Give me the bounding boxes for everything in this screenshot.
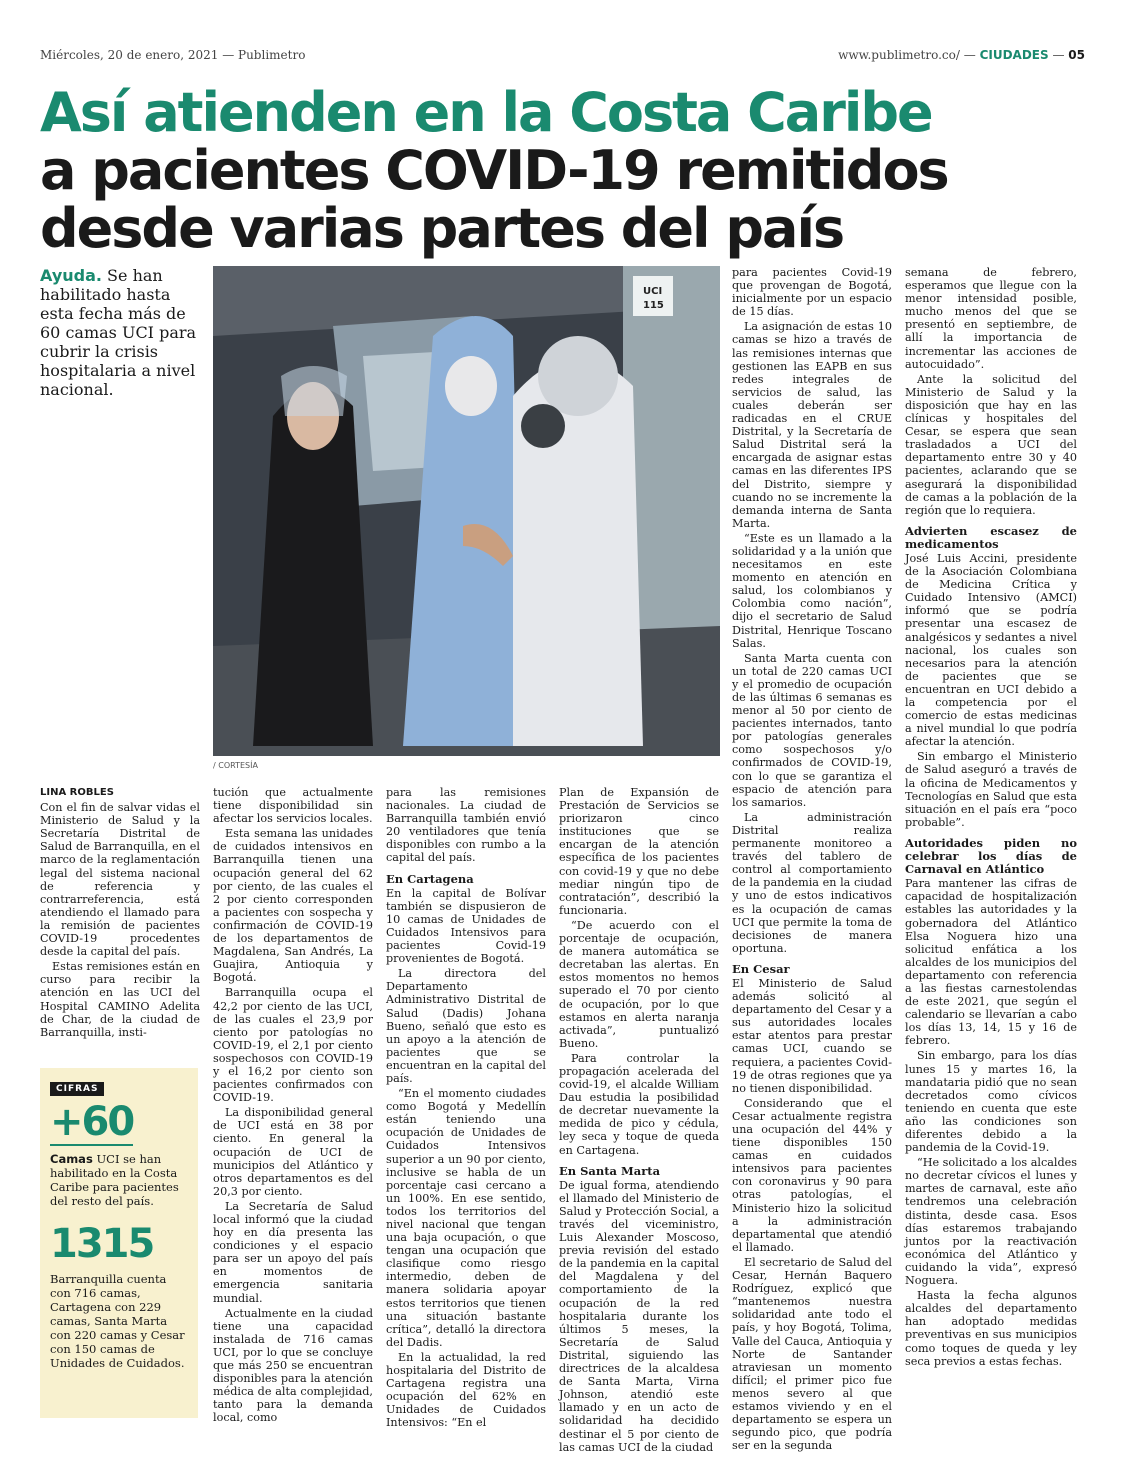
- paragraph: Estas remisiones están en curso para recibir la atención en las UCI del Hospital CAMINO Adelita de Char, de la ciudad de Barranquilla, insti-: [40, 960, 200, 1039]
- subheading-cartagena: En Cartagena: [386, 871, 474, 886]
- paragraph: “En el momento ciudades como Bogotá y Medellín están teniendo una ocupación de Unidades de Cuidados Intensivos superior a un 90 por ciento, inclusive se habla de un porcentaje casi cercano a un 100%. En ese sentido, todos los territorios del nivel nacional que tengan una baja ocupación, o que tengan una ocupación que clasifique como riesgo intermedio, deben de manera solidaria apoyar estos territorios que tienen una situación bastante crítica”, detalló la directora del Dadis.: [386, 1087, 546, 1349]
- headline: [40, 81, 1090, 260]
- lede: [40, 266, 200, 399]
- paragraph: Santa Marta cuenta con un total de 220 camas UCI y el promedio de ocupación de las últimas 6 semanas es menor al 50 por ciento de pacientes internados, tanto por patologías generales como sospechosos y/o confirmados de COVID-19, con lo que se garantiza el espacio de atención para los samarios.: [732, 651, 892, 809]
- site-url[interactable]: www.publimetro.co/ —: [838, 48, 976, 62]
- paragraph: tución que actualmente tiene disponibilidad sin afectar los servicios locales.: [213, 786, 373, 826]
- article-column-1: [40, 786, 200, 1061]
- article-column-3: [386, 786, 546, 1430]
- photo-sign-label: UCI: [643, 286, 663, 297]
- subheading-santa-marta: En Santa Marta: [559, 1163, 661, 1178]
- paragraph: para las remisiones nacionales. La ciudad de Barranquilla también envió 20 ventiladores que tenía disponibles con rumbo a la capital del país.: [386, 786, 546, 865]
- paragraph: En la capital de Bolívar también se dispusieron de 10 camas de Unidades de Cuidados Intensivos para pacientes Covid-19 provenientes de Bogotá.: [386, 886, 546, 966]
- paragraph: Hasta la fecha algunos alcaldes del departamento han adoptado medidas preventivas en sus municipios como toques de queda y ley seca previos a estas fechas.: [905, 1289, 1077, 1368]
- paragraph: Actualmente en la ciudad tiene una capacidad instalada de 716 camas UCI, por lo que se concluye que más 250 se encuentran disponibles para la atención médica de alta complejidad, tanto para la demanda local, como: [213, 1306, 373, 1425]
- page-separator: —: [1048, 48, 1069, 62]
- paragraph: La Secretaría de Salud local informó que la ciudad hoy en día presenta las condiciones y el espacio para ser un apoyo del país en momentos de emergencia sanitaria mundial.: [213, 1199, 373, 1305]
- figures-tag: CIFRAS: [50, 1082, 104, 1096]
- article-column-2: [213, 786, 373, 1426]
- paragraph: La disponibilidad general de UCI está en 38 por ciento. En general la ocupación de UCI de municipios del Atlántico y otros departamentos es del 20,3 por ciento.: [213, 1106, 373, 1198]
- section-name: CIUDADES: [979, 48, 1049, 62]
- photo-illustration: [213, 266, 720, 756]
- paragraph: Esta semana las unidades de cuidados intensivos en Barranquilla tienen una ocupación general del 62 por ciento, de las cuales el 2 por ciento corresponden a pacientes con sospecha y confirmación de COVID-19 de los departamentos de Magdalena, San Andrés, La Guajira, Antioquia y Bogotá.: [213, 827, 373, 985]
- paragraph: La directora del Departamento Administrativo Distrital de Salud (Dadis) Johana Bueno, señaló que esto es un apoyo a la atención de pacientes que se encuentran en la capital del país.: [386, 967, 546, 1085]
- page-number: 05: [1068, 48, 1085, 62]
- paragraph: “He solicitado a los alcaldes no decretar cívicos el lunes y martes de carnaval, este año tendremos una celebración distinta, desde casa. Esos días estaremos trabajando juntos por la reactivación económica del Atlántico y cuidando la vida”, expresó Noguera.: [905, 1156, 1077, 1288]
- paragraph: “De acuerdo con el porcentaje de ocupación, de manera automática se decretaban las alertas. En estos momentos no hemos superado el 70 por ciento de ocupación, por lo que estamos en alerta naranja activada”, puntualizó Bueno.: [559, 918, 719, 1050]
- paragraph: José Luis Accini, presidente de la Asociación Colombiana de Medicina Crítica y Cuidado Intensivo (AMCI) informó que se podría presentar una escasez de analgésicos y sedantes a nivel nacional, los cuales son necesarios para la atención de pacientes que se encuentran en UCI debido a la competencia por el comercio de estas medicinas a nivel mundial lo que podría afectar la atención.: [905, 551, 1077, 749]
- figure-text-1: [50, 1152, 188, 1208]
- headline-line-1: Así atienden en la Costa Caribe: [40, 81, 932, 144]
- paragraph: De igual forma, atendiendo el llamado del Ministerio de Salud y Protección Social, a través del viceministro, Luis Alexander Moscoso, previa revisión del estado de la pandemia en la capital del Magdalena y del comportamiento de la ocupación de la red hospitalaria durante los últimos 5 meses, la Secretaría de Salud Distrital, siguiendo las directrices de la alcaldesa de Santa Marta, Virna Johnson, atendió este llamado y en un acto de solidaridad ha decidido destinar el 5 por ciento de las camas UCI de la ciudad: [559, 1178, 719, 1454]
- subheading-medicamentos: Advierten escasez de medicamentos: [905, 523, 1077, 551]
- article-column-5: [732, 266, 892, 1453]
- paragraph: El Ministerio de Salud además solicitó al departamento del Cesar y a sus autoridades locales estar atentos para prestar camas UCI, cuando se requiera, a pacientes Covid-19 de otras regiones que ya no tienen disponibilidad.: [732, 976, 892, 1095]
- paragraph: Con el fin de salvar vidas el Ministerio de Salud y la Secretaría Distrital de Salud de Barranquilla, en el marco de la reglamentación legal del sistema nacional de referencia y contrarreferencia, está atendiendo el llamado para la remisión de pacientes COVID-19 procedentes desde la capital del país.: [40, 801, 200, 959]
- paragraph: La asignación de estas 10 camas se hizo a través de las remisiones internas que gestionen las EAPB en sus redes integrales de servicios de salud, las cuales deberán ser radicadas en el CRUE Distrital, y la Secretaría de Salud Distrital será la encargada de asignar estas camas en las diferentes IPS del Distrito, siempre y cuando no se incremente la demanda interna de Santa Marta.: [732, 320, 892, 530]
- lede-kicker: Ayuda.: [40, 266, 102, 285]
- lede-text: Se han habilitado hasta esta fecha más de 60 camas UCI para cubrir la crisis hospitalaria a nivel nacional.: [40, 266, 197, 399]
- article-column-6: [905, 266, 1077, 1426]
- article-column-4: [559, 786, 719, 1454]
- paragraph: Sin embargo, para los días lunes 15 y martes 16, la mandataria pidió que no sean decretados como cívicos teniendo en cuenta que este año las condiciones son diferentes debido a la pandemia de la Covid-19.: [905, 1049, 1077, 1155]
- byline: LINA ROBLES: [40, 787, 114, 798]
- subheading-carnaval: Autoridades piden no celebrar los días de Carnaval en Atlántico: [905, 835, 1077, 877]
- figure-text-1-bold: Camas: [50, 1152, 93, 1166]
- figure-number-2: 1315: [50, 1221, 154, 1267]
- paragraph: Barranquilla ocupa el 42,2 por ciento de las UCI, de las cuales el 23,9 por ciento por patologías no COVID-19, el 2,1 por ciento sospechosos con COVID-19 y el 16,2 por ciento son pacientes confirmados con COVID-19.: [213, 986, 373, 1105]
- paragraph: La administración Distrital realiza permanente monitoreo a través del tablero de control al comportamiento de la pandemia en la ciudad y uno de estos indicativos es la ocupación de camas UCI que permite la toma de decisiones de manera oportuna.: [732, 810, 892, 955]
- paragraph: En la actualidad, la red hospitalaria del Distrito de Cartagena registra una ocupación del 62% en Unidades de Cuidados Intensivos: “En el: [386, 1350, 546, 1430]
- paragraph: para pacientes Covid-19 que provengan de Bogotá, inicialmente por un espacio de 15 días.: [732, 266, 892, 319]
- headline-line-2: a pacientes COVID-19 remitidos: [40, 139, 948, 202]
- figures-box: [40, 1068, 198, 1418]
- figure-text-1-rest: UCI se han habilitado en la Costa Caribe para pacientes del resto del país.: [50, 1152, 179, 1208]
- paragraph: Ante la solicitud del Ministerio de Salud y la disposición que hay en las clínicas y hospitales del Cesar, se espera que sean trasladados a UCI del departamento entre 30 y 40 pacientes, aclarando que se asegurará la disponibilidad de camas a la población de la región que lo requiera.: [905, 372, 1077, 517]
- paragraph: Plan de Expansión de Prestación de Servicios se priorizaron cinco instituciones que se encargan de la atención específica de los pacientes con covid-19 y que no debe mediar ningún tipo de contratación”, describió la funcionaria.: [559, 786, 719, 917]
- photo-credit: / CORTESÍA: [213, 761, 258, 770]
- figure-text-2: Barranquilla cuenta con 716 camas, Cartagena con 229 camas, Santa Marta con 220 camas y Cesar con 150 camas de Unidades de Cuidados.: [50, 1272, 185, 1370]
- paragraph: Sin embargo el Ministerio de Salud aseguró a través de la oficina de Medicamentos y Tecnologías en Salud que esta situación en el país era “poco probable”.: [905, 750, 1077, 829]
- article-photo: [213, 266, 720, 756]
- paragraph: Para mantener las cifras de capacidad de hospitalización estables las autoridades y la gobernadora del Atlántico Elsa Noguera hizo una solicitud enfática a los alcaldes de los municipios del departamento con referencia a las fiestas carnestolendas de este 2021, que según el calendario se llevarían a cabo los días 13, 14, 15 y 16 de febrero.: [905, 877, 1077, 1048]
- paragraph: semana de febrero, esperamos que llegue con la menor intensidad posible, mucho menos del que se presentó en septiembre, de allí la importancia de incrementar las acciones de autocuidado”.: [905, 266, 1077, 371]
- paragraph: Para controlar la propagación acelerada del covid-19, el alcalde William Dau estudia la posibilidad de decretar nuevamente la medida de pico y cédula, ley seca y toque de queda en Cartagena.: [559, 1051, 719, 1157]
- subheading-cesar: En Cesar: [732, 961, 790, 976]
- header-right: [838, 48, 1085, 62]
- photo-sign-number: 115: [643, 300, 664, 311]
- issue-date: Miércoles, 20 de enero, 2021 — Publimetro: [40, 48, 306, 62]
- paragraph: El secretario de Salud del Cesar, Hernán Baquero Rodríguez, explicó que “mantenemos nuestra solidaridad ante todo el país, y hoy Bogotá, Tolima, Valle del Cauca, Antioquia y Norte de Santander atraviesan un momento difícil; el primer pico fue menos severo al que estamos viviendo y en el departamento se espera un segundo pico, que podría ser en la segunda: [732, 1255, 892, 1453]
- paragraph: Considerando que el Cesar actualmente registra una ocupación del 44% y tiene disponibles 150 camas en cuidados intensivos para pacientes con coronavirus y 90 para otras patologías, el Ministerio hizo la solicitud a la administración departamental que atendió el llamado.: [732, 1096, 892, 1254]
- page-header: [40, 48, 1085, 66]
- figure-number-1: +60: [50, 1099, 134, 1145]
- paragraph: “Este es un llamado a la solidaridad y a la unión que necesitamos en este momento en atención en salud, los colombianos y Colombia como nación”, dijo el secretario de Salud Distrital, Henrique Toscano Salas.: [732, 531, 892, 650]
- headline-line-3: desde varias partes del país: [40, 197, 844, 260]
